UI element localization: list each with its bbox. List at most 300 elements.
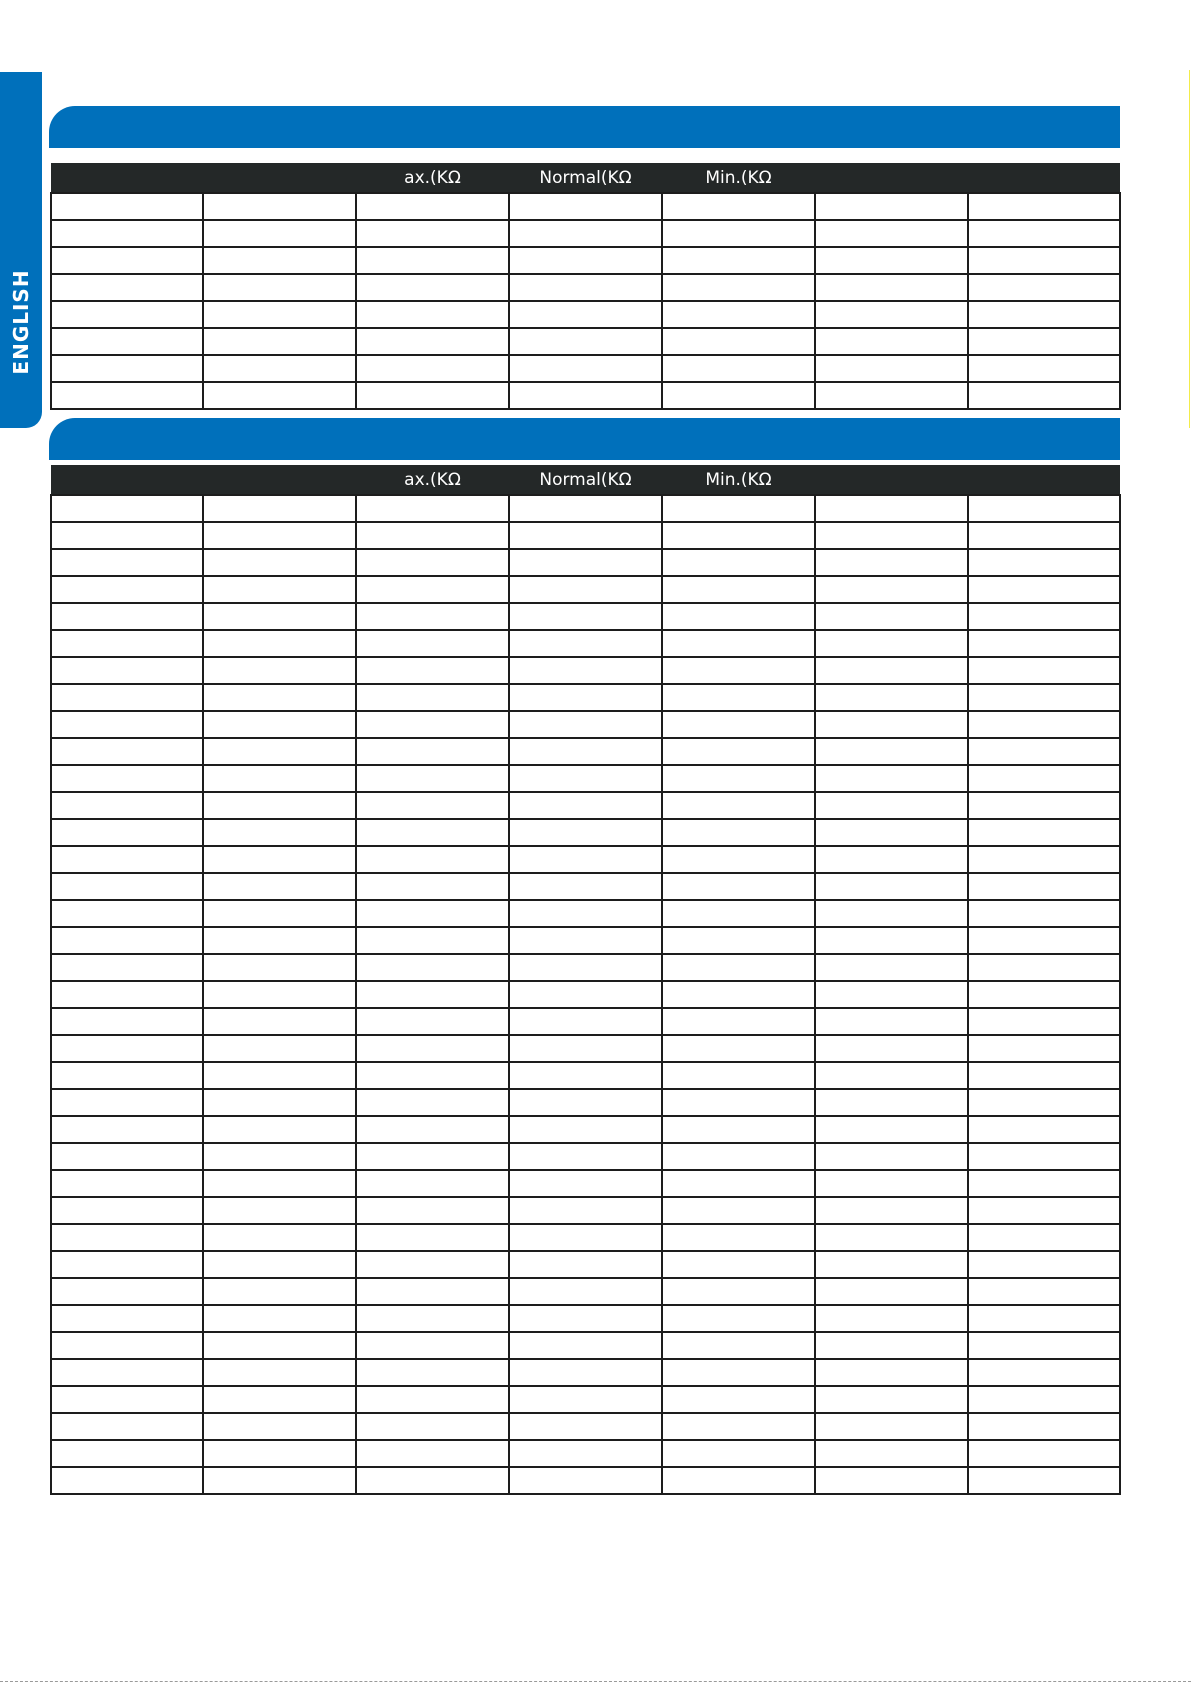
table-cell xyxy=(815,576,968,603)
table-cell xyxy=(815,846,968,873)
table-cell xyxy=(356,1305,509,1332)
table-cell xyxy=(815,355,968,382)
table-row xyxy=(51,576,1120,603)
table-cell xyxy=(51,1170,203,1197)
table-cell xyxy=(203,1467,356,1494)
table-cell xyxy=(815,1008,968,1035)
table-cell xyxy=(203,1062,356,1089)
table-cell xyxy=(356,657,509,684)
table-cell xyxy=(968,900,1120,927)
table-cell xyxy=(509,1143,662,1170)
table-cell xyxy=(203,1386,356,1413)
table-cell xyxy=(509,1197,662,1224)
table-cell xyxy=(203,873,356,900)
header-cell xyxy=(51,163,203,193)
table-cell xyxy=(356,1143,509,1170)
table-cell xyxy=(662,1143,815,1170)
table-cell xyxy=(51,355,203,382)
table-cell xyxy=(815,1116,968,1143)
table-cell xyxy=(356,193,509,220)
table-cell xyxy=(662,522,815,549)
table-cell xyxy=(662,603,815,630)
section-banner-1 xyxy=(49,106,1120,148)
table-row xyxy=(51,684,1120,711)
table-cell xyxy=(509,522,662,549)
table-cell xyxy=(662,1008,815,1035)
table-cell xyxy=(51,328,203,355)
table-row xyxy=(51,1170,1120,1197)
table-cell xyxy=(356,576,509,603)
table-cell xyxy=(203,927,356,954)
table-cell xyxy=(509,355,662,382)
table-row xyxy=(51,1035,1120,1062)
table-cell xyxy=(509,328,662,355)
table-cell xyxy=(815,1278,968,1305)
table-cell xyxy=(203,1008,356,1035)
table-cell xyxy=(51,846,203,873)
table-cell xyxy=(509,738,662,765)
resistance-table-2 xyxy=(50,465,1121,1495)
table-cell xyxy=(203,738,356,765)
table-cell xyxy=(356,927,509,954)
table-cell xyxy=(509,603,662,630)
table-cell xyxy=(356,1008,509,1035)
table-cell xyxy=(356,1170,509,1197)
table-cell xyxy=(356,1116,509,1143)
table-cell xyxy=(968,576,1120,603)
table-cell xyxy=(51,1386,203,1413)
table-row xyxy=(51,1143,1120,1170)
table-cell xyxy=(356,738,509,765)
table-cell xyxy=(51,792,203,819)
table-cell xyxy=(51,301,203,328)
table-row xyxy=(51,522,1120,549)
table-cell xyxy=(968,846,1120,873)
table-cell xyxy=(356,819,509,846)
table-cell xyxy=(51,1143,203,1170)
table-cell xyxy=(356,247,509,274)
table-cell xyxy=(968,328,1120,355)
table-cell xyxy=(509,657,662,684)
table-cell xyxy=(509,981,662,1008)
table-cell xyxy=(356,981,509,1008)
table-cell xyxy=(815,819,968,846)
table-cell xyxy=(509,1170,662,1197)
table-cell xyxy=(509,954,662,981)
table-row xyxy=(51,549,1120,576)
table-cell xyxy=(203,1116,356,1143)
header-cell xyxy=(968,163,1120,193)
table-cell xyxy=(356,1197,509,1224)
table-cell xyxy=(968,819,1120,846)
table-cell xyxy=(662,738,815,765)
table-cell xyxy=(356,301,509,328)
table-cell xyxy=(51,1440,203,1467)
table-cell xyxy=(203,900,356,927)
table-row xyxy=(51,1197,1120,1224)
table-cell xyxy=(356,954,509,981)
table-cell xyxy=(815,220,968,247)
table-cell xyxy=(815,301,968,328)
table-cell xyxy=(356,1332,509,1359)
table-cell xyxy=(509,495,662,522)
table-cell xyxy=(509,193,662,220)
table-cell xyxy=(968,1332,1120,1359)
table-cell xyxy=(662,1413,815,1440)
table-cell xyxy=(203,657,356,684)
header-min: Min.(KΩ xyxy=(662,163,815,193)
table-cell xyxy=(662,495,815,522)
table-cell xyxy=(968,765,1120,792)
table-cell xyxy=(509,684,662,711)
table-cell xyxy=(509,846,662,873)
table-cell xyxy=(356,900,509,927)
table-cell xyxy=(662,193,815,220)
table-cell xyxy=(509,900,662,927)
table-cell xyxy=(815,1089,968,1116)
table-cell xyxy=(662,684,815,711)
table-cell xyxy=(356,1278,509,1305)
table-cell xyxy=(509,873,662,900)
table-cell xyxy=(203,549,356,576)
table-cell xyxy=(356,328,509,355)
table-cell xyxy=(968,193,1120,220)
table-cell xyxy=(662,1116,815,1143)
table-cell xyxy=(662,792,815,819)
table-cell xyxy=(968,247,1120,274)
table-cell xyxy=(662,1089,815,1116)
table-cell xyxy=(51,1467,203,1494)
table-cell xyxy=(51,576,203,603)
table-cell xyxy=(815,738,968,765)
table-cell xyxy=(356,495,509,522)
table-cell xyxy=(968,274,1120,301)
table-cell xyxy=(662,900,815,927)
table-cell xyxy=(51,549,203,576)
table-cell xyxy=(203,355,356,382)
table-cell xyxy=(51,1062,203,1089)
table-cell xyxy=(51,819,203,846)
table-cell xyxy=(51,765,203,792)
table-row xyxy=(51,220,1120,247)
table-cell xyxy=(509,1089,662,1116)
header-normal: Normal(KΩ xyxy=(509,465,662,495)
header-min: Min.(KΩ xyxy=(662,465,815,495)
table-cell xyxy=(51,193,203,220)
table-cell xyxy=(203,1278,356,1305)
table-cell xyxy=(815,711,968,738)
table-cell xyxy=(203,765,356,792)
table-cell xyxy=(815,522,968,549)
table-row xyxy=(51,1359,1120,1386)
table-cell xyxy=(203,1251,356,1278)
table-cell xyxy=(815,549,968,576)
table-cell xyxy=(968,927,1120,954)
table-cell xyxy=(203,1359,356,1386)
table-cell xyxy=(968,522,1120,549)
table-cell xyxy=(509,1278,662,1305)
table-cell xyxy=(968,549,1120,576)
table-cell xyxy=(51,927,203,954)
table-cell xyxy=(662,981,815,1008)
table-cell xyxy=(51,495,203,522)
table-cell xyxy=(203,981,356,1008)
table-row xyxy=(51,274,1120,301)
table-cell xyxy=(51,1116,203,1143)
header-max: ax.(KΩ xyxy=(356,465,509,495)
table-row xyxy=(51,738,1120,765)
resistance-table-1 xyxy=(50,163,1121,410)
table-cell xyxy=(509,1035,662,1062)
table-cell xyxy=(968,1089,1120,1116)
table-cell xyxy=(968,954,1120,981)
table-cell xyxy=(51,220,203,247)
table-cell xyxy=(968,220,1120,247)
table-cell xyxy=(509,1386,662,1413)
table-cell xyxy=(815,873,968,900)
table-cell xyxy=(662,630,815,657)
table-cell xyxy=(662,549,815,576)
table-cell xyxy=(51,1305,203,1332)
table-cell xyxy=(968,738,1120,765)
header-max: ax.(KΩ xyxy=(356,163,509,193)
table-cell xyxy=(203,1224,356,1251)
table-cell xyxy=(662,765,815,792)
table-row xyxy=(51,1278,1120,1305)
table-cell xyxy=(51,1359,203,1386)
table-row xyxy=(51,954,1120,981)
table-cell xyxy=(509,1305,662,1332)
table-cell xyxy=(203,382,356,409)
table-cell xyxy=(356,846,509,873)
table-cell xyxy=(203,819,356,846)
table-cell xyxy=(662,954,815,981)
table-cell xyxy=(968,1467,1120,1494)
table-cell xyxy=(968,1197,1120,1224)
table-cell xyxy=(815,954,968,981)
table-cell xyxy=(509,1008,662,1035)
table-cell xyxy=(815,792,968,819)
table-cell xyxy=(51,1224,203,1251)
table-cell xyxy=(203,220,356,247)
table-cell xyxy=(51,954,203,981)
table-row xyxy=(51,301,1120,328)
table-row xyxy=(51,981,1120,1008)
table-cell xyxy=(815,1251,968,1278)
table-cell xyxy=(203,1440,356,1467)
table-cell xyxy=(662,819,815,846)
table-cell xyxy=(356,355,509,382)
table-cell xyxy=(662,1278,815,1305)
table-row xyxy=(51,765,1120,792)
table-cell xyxy=(968,1062,1120,1089)
table-cell xyxy=(203,328,356,355)
table-cell xyxy=(968,301,1120,328)
table-cell xyxy=(968,981,1120,1008)
table-header-row xyxy=(51,465,1120,495)
table-cell xyxy=(815,657,968,684)
table-cell xyxy=(662,1386,815,1413)
table-cell xyxy=(509,1116,662,1143)
table-cell xyxy=(815,328,968,355)
header-cell xyxy=(203,465,356,495)
table-cell xyxy=(356,382,509,409)
table-cell xyxy=(815,382,968,409)
table-cell xyxy=(815,1413,968,1440)
table-cell xyxy=(356,873,509,900)
table-cell xyxy=(356,684,509,711)
table-cell xyxy=(968,1413,1120,1440)
header-cell xyxy=(51,465,203,495)
table-cell xyxy=(968,603,1120,630)
table-cell xyxy=(203,954,356,981)
table-cell xyxy=(356,274,509,301)
table-cell xyxy=(509,247,662,274)
table-cell xyxy=(662,1170,815,1197)
table-cell xyxy=(968,1440,1120,1467)
table-row xyxy=(51,1440,1120,1467)
table-cell xyxy=(356,630,509,657)
table-cell xyxy=(968,1170,1120,1197)
table-cell xyxy=(51,603,203,630)
table-cell xyxy=(51,1008,203,1035)
table-cell xyxy=(662,846,815,873)
table-cell xyxy=(509,819,662,846)
table-cell xyxy=(51,1035,203,1062)
table-cell xyxy=(662,1197,815,1224)
table-cell xyxy=(509,1413,662,1440)
table-cell xyxy=(662,873,815,900)
table-row xyxy=(51,1251,1120,1278)
table-cell xyxy=(509,1440,662,1467)
table-cell xyxy=(509,576,662,603)
table-cell xyxy=(662,1440,815,1467)
table-row xyxy=(51,355,1120,382)
table-cell xyxy=(509,1224,662,1251)
table-cell xyxy=(968,873,1120,900)
trim-line xyxy=(0,1681,1191,1682)
table-cell xyxy=(968,1008,1120,1035)
table-cell xyxy=(203,603,356,630)
table-cell xyxy=(815,495,968,522)
table-row xyxy=(51,657,1120,684)
table-cell xyxy=(662,1467,815,1494)
table-cell xyxy=(203,711,356,738)
edge-line xyxy=(1189,70,1190,428)
table-row xyxy=(51,1008,1120,1035)
table-cell xyxy=(203,522,356,549)
table-cell xyxy=(356,1440,509,1467)
table-cell xyxy=(968,1143,1120,1170)
table-cell xyxy=(356,1062,509,1089)
table-cell xyxy=(509,1359,662,1386)
table-cell xyxy=(968,495,1120,522)
table-row xyxy=(51,193,1120,220)
table-cell xyxy=(815,1386,968,1413)
table-cell xyxy=(509,1467,662,1494)
table-cell xyxy=(51,522,203,549)
table-cell xyxy=(51,1278,203,1305)
table-cell xyxy=(662,1332,815,1359)
table-cell xyxy=(203,274,356,301)
table-cell xyxy=(509,927,662,954)
table-header-row xyxy=(51,163,1120,193)
table-cell xyxy=(815,1170,968,1197)
table-cell xyxy=(662,1035,815,1062)
table-cell xyxy=(815,1224,968,1251)
header-cell xyxy=(203,163,356,193)
table-row xyxy=(51,1116,1120,1143)
header-normal: Normal(KΩ xyxy=(509,163,662,193)
table-row xyxy=(51,873,1120,900)
table-cell xyxy=(509,1332,662,1359)
table-cell xyxy=(51,1413,203,1440)
table-cell xyxy=(815,247,968,274)
table-cell xyxy=(356,220,509,247)
table-row xyxy=(51,1467,1120,1494)
table-cell xyxy=(203,495,356,522)
section-banner-2 xyxy=(49,418,1120,460)
table-row xyxy=(51,1305,1120,1332)
table-cell xyxy=(968,1224,1120,1251)
table-cell xyxy=(968,711,1120,738)
table-cell xyxy=(203,1035,356,1062)
table-cell xyxy=(815,900,968,927)
table-cell xyxy=(815,1305,968,1332)
table-row xyxy=(51,603,1120,630)
table-cell xyxy=(509,549,662,576)
table-cell xyxy=(509,630,662,657)
table-cell xyxy=(51,1251,203,1278)
table-cell xyxy=(51,630,203,657)
table-row xyxy=(51,630,1120,657)
table-cell xyxy=(509,274,662,301)
table-cell xyxy=(662,247,815,274)
table-row xyxy=(51,792,1120,819)
table-cell xyxy=(51,738,203,765)
table-cell xyxy=(203,1413,356,1440)
table-cell xyxy=(815,630,968,657)
table-cell xyxy=(815,1467,968,1494)
table-cell xyxy=(51,684,203,711)
table-cell xyxy=(356,765,509,792)
table-cell xyxy=(51,873,203,900)
table-cell xyxy=(51,247,203,274)
table-cell xyxy=(51,711,203,738)
table-cell xyxy=(356,1224,509,1251)
table-cell xyxy=(356,1251,509,1278)
table-row xyxy=(51,1062,1120,1089)
table-cell xyxy=(968,1359,1120,1386)
table-cell xyxy=(968,1278,1120,1305)
table-cell xyxy=(662,1251,815,1278)
table-cell xyxy=(662,1224,815,1251)
table-cell xyxy=(815,603,968,630)
table-cell xyxy=(203,630,356,657)
table-cell xyxy=(968,1386,1120,1413)
table-cell xyxy=(968,792,1120,819)
table-cell xyxy=(356,1413,509,1440)
table-row xyxy=(51,495,1120,522)
table-row xyxy=(51,1332,1120,1359)
table-cell xyxy=(203,1332,356,1359)
table-cell xyxy=(356,1089,509,1116)
table-cell xyxy=(815,193,968,220)
table-cell xyxy=(356,1386,509,1413)
table-cell xyxy=(51,274,203,301)
table-cell xyxy=(51,900,203,927)
table-cell xyxy=(509,711,662,738)
